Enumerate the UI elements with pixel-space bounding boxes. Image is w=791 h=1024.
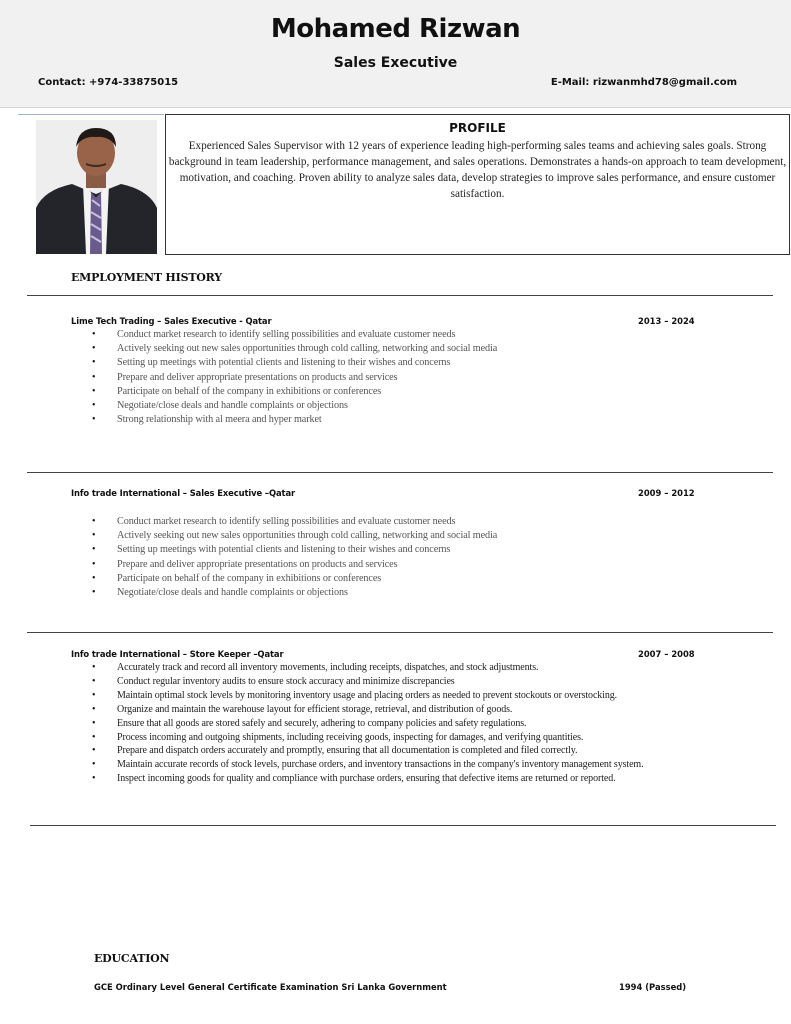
- list-item: • Conduct market research to identify selling possibilities and evaluate customer needs: [92, 328, 712, 342]
- education-entry-name: GCE Ordinary Level General Certificate Examination Sri Lanka Government: [94, 982, 447, 992]
- job-title: Info trade International – Sales Executive –Qatar: [71, 488, 296, 498]
- candidate-role: Sales Executive: [333, 55, 458, 71]
- profile-title: PROFILE: [449, 121, 506, 135]
- list-item: • Maintain optimal stock levels by monitoring inventory usage and placing orders as needed to prevent stockouts or overstocking.: [92, 689, 692, 703]
- list-item: • Ensure that all goods are stored safely and securely, adhering to company policies and safety regulations.: [92, 717, 760, 731]
- list-item: • Accurately track and record all inventory movements, including receipts, dispatches, and stock adjustments.: [92, 661, 760, 675]
- section-divider: [30, 825, 776, 826]
- list-item: • Maintain accurate records of stock levels, purchase orders, and inventory transactions in the company's inventory management system.: [92, 758, 760, 772]
- list-item: • Participate on behalf of the company in exhibitions or conferences: [92, 572, 712, 586]
- employment-section-title: EMPLOYMENT HISTORY: [71, 271, 222, 284]
- job-title: Lime Tech Trading – Sales Executive - Qatar: [71, 316, 272, 326]
- profile-box: [165, 114, 790, 255]
- list-item: • Prepare and deliver appropriate presentations on products and services: [92, 371, 712, 385]
- contact-phone: Contact: +974-33875015: [38, 77, 179, 88]
- list-item: • Organize and maintain the warehouse layout for efficient storage, retrieval, and distribution of goods.: [92, 703, 760, 717]
- portrait-photo: [36, 120, 157, 254]
- job-bullet-list: [92, 328, 712, 427]
- photo-top-rule: [18, 114, 164, 115]
- list-item: • Conduct market research to identify selling possibilities and evaluate customer needs: [92, 515, 712, 529]
- profile-text: Experienced Sales Supervisor with 12 years of experience leading high-performing sales teams and achieving sales goals. Strong background in team leadership, performance management, and sales operations. Demonstrates a hands-on approach to team development, motivation, and coaching. Proven ability to analyze sales data, develop strategies to improve sales performance, and ensure customer satisfaction.: [168, 140, 787, 200]
- header-band: [0, 0, 791, 108]
- list-item: • Participate on behalf of the company in exhibitions or conferences: [92, 385, 712, 399]
- section-divider: [27, 632, 773, 633]
- section-divider: [27, 295, 773, 296]
- list-item: • Negotiate/close deals and handle complaints or objections: [92, 586, 712, 600]
- job-dates: 2013 – 2024: [638, 316, 695, 326]
- job-bullet-list: [92, 661, 760, 786]
- list-item: • Prepare and dispatch orders accurately and promptly, ensuring that all documentation is completed and filed correctly.: [92, 744, 760, 758]
- education-section-title: EDUCATION: [94, 952, 170, 965]
- education-entry-year: 1994 (Passed): [619, 982, 687, 992]
- list-item: • Setting up meetings with potential clients and listening to their wishes and concerns: [92, 356, 712, 370]
- contact-email: E-Mail: rizwanmhd78@gmail.com: [550, 77, 737, 88]
- list-item: • Strong relationship with al meera and hyper market: [92, 413, 712, 427]
- job-bullet-list: [92, 515, 712, 600]
- list-item: • Process incoming and outgoing shipments, including receiving goods, inspecting for damages, and verifying quantities.: [92, 731, 760, 745]
- list-item: • Actively seeking out new sales opportunities through cold calling, networking and social media: [92, 342, 712, 356]
- job-dates: 2009 – 2012: [638, 488, 695, 498]
- list-item: • Prepare and deliver appropriate presentations on products and services: [92, 558, 712, 572]
- job-dates: 2007 – 2008: [638, 649, 695, 659]
- list-item: • Setting up meetings with potential clients and listening to their wishes and concerns: [92, 543, 712, 557]
- section-divider: [27, 472, 773, 473]
- job-title: Info trade International – Store Keeper –Qatar: [71, 649, 284, 659]
- list-item: • Actively seeking out new sales opportunities through cold calling, networking and social media: [92, 529, 712, 543]
- list-item: • Negotiate/close deals and handle complaints or objections: [92, 399, 712, 413]
- list-item: • Inspect incoming goods for quality and compliance with purchase orders, ensuring that defective items are returned or reported.: [92, 772, 760, 786]
- candidate-name: Mohamed Rizwan: [270, 14, 521, 44]
- list-item: • Conduct regular inventory audits to ensure stock accuracy and minimize discrepancies: [92, 675, 760, 689]
- portrait-image-icon: [36, 120, 157, 254]
